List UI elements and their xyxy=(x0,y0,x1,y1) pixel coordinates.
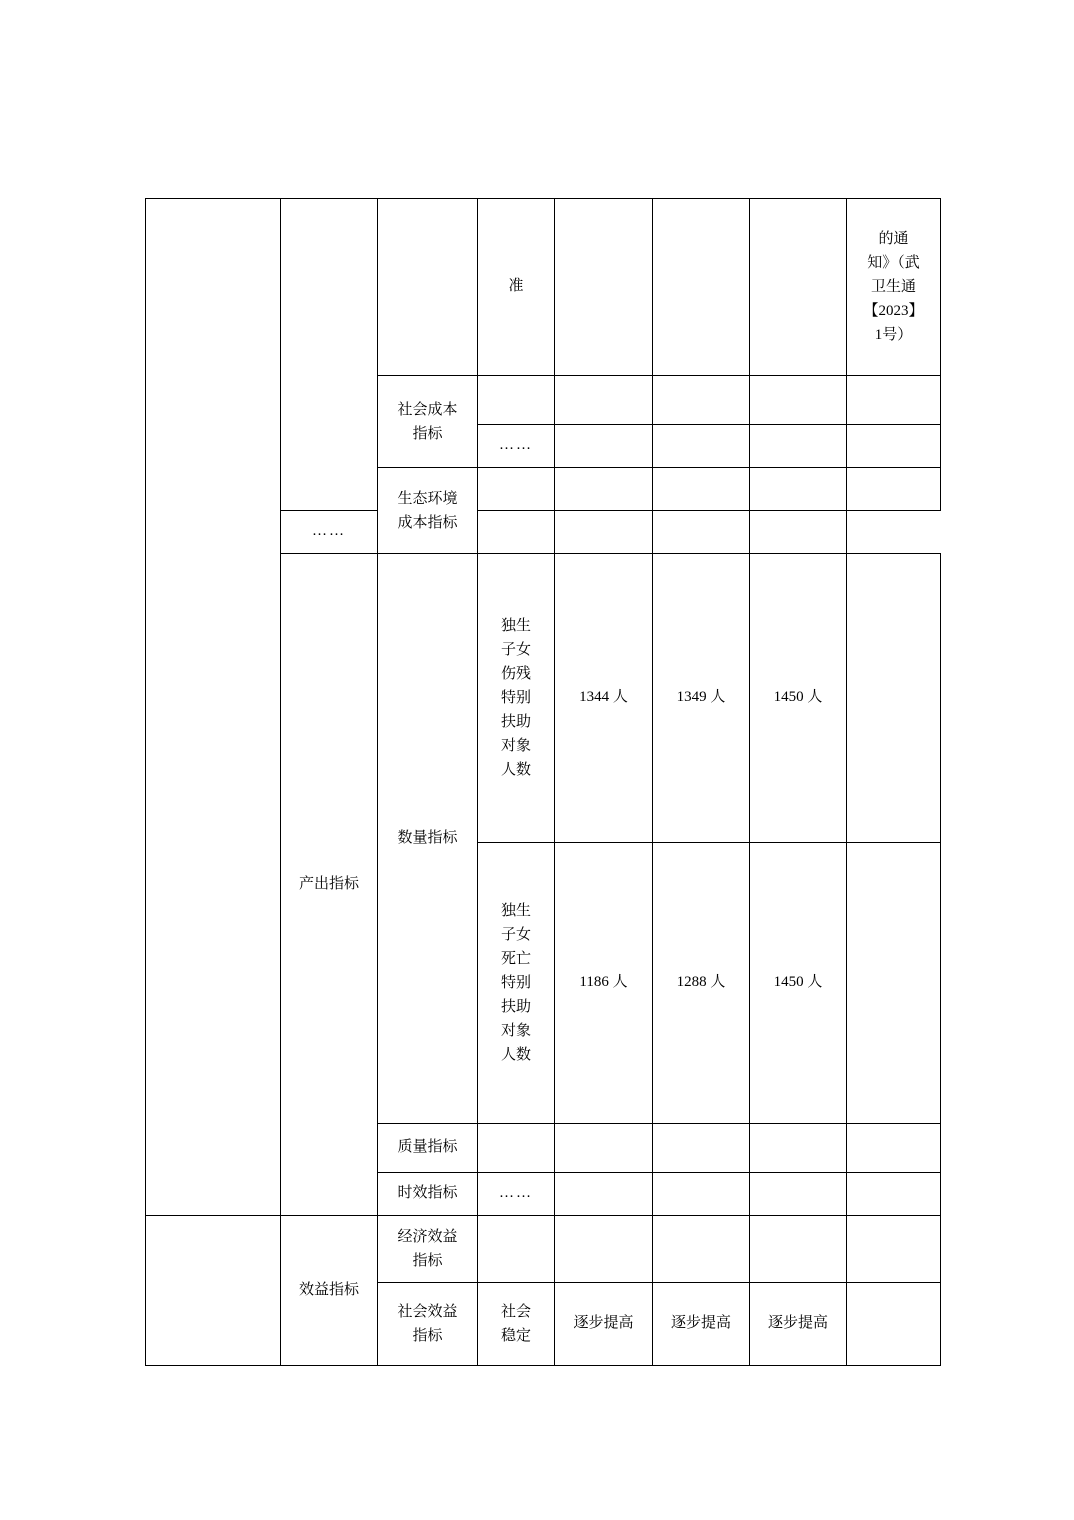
cell-value-blank-28 xyxy=(750,1173,847,1216)
cell-left-blank-2 xyxy=(146,1216,281,1366)
cell-disabled-only-child-item xyxy=(478,554,555,843)
notice-text-label: 的通知》（武卫生通【2023】1号） xyxy=(863,231,924,343)
cell-value-blank-27 xyxy=(653,1173,750,1216)
social-cost-label: 社会成本指标 xyxy=(397,401,458,442)
cell-social-cost-dots xyxy=(478,425,555,468)
cell-improve-1: 逐步提高 xyxy=(555,1283,653,1366)
social-stability-label: 社会稳定 xyxy=(500,1304,531,1344)
cell-value-blank-17 xyxy=(555,511,653,554)
cell-deceased-only-child-item xyxy=(478,843,555,1124)
economic-benefit-label: 经济效益指标 xyxy=(397,1229,458,1269)
cell-left-blank xyxy=(146,199,281,1216)
cell-value-blank-13 xyxy=(653,468,750,511)
cell-value-blank-4 xyxy=(555,376,653,425)
eco-env-cost-label: 生态环境成本指标 xyxy=(397,490,458,531)
cell-value-blank-19 xyxy=(750,511,847,554)
cell-value-blank-12 xyxy=(555,468,653,511)
deceased-only-child-label: 独生子女死亡特别扶助对象人数 xyxy=(500,903,531,1063)
cell-eco-env-cost-indicator xyxy=(378,468,478,554)
cell-value-blank-26 xyxy=(555,1173,653,1216)
cell-value-blank-15 xyxy=(847,468,941,511)
cell-value-blank-9 xyxy=(653,425,750,468)
cell-improve-2: 逐步提高 xyxy=(653,1283,750,1366)
cell-deceased-value-1: 1186 人 xyxy=(555,843,653,1124)
cell-disabled-value-2: 1349 人 xyxy=(653,554,750,843)
cell-value-blank-25 xyxy=(847,1124,941,1173)
social-benefit-label: 社会效益指标 xyxy=(397,1304,458,1344)
table-row xyxy=(146,1216,941,1283)
cell-value-blank-11 xyxy=(847,425,941,468)
cell-value-blank-20 xyxy=(847,554,941,843)
indicator-table-container xyxy=(145,198,940,1366)
performance-indicator-table xyxy=(145,198,941,1366)
cell-value-blank-24 xyxy=(750,1124,847,1173)
cell-standard-blank xyxy=(378,199,478,376)
cell-notice-text xyxy=(847,199,941,376)
cell-value-blank-6 xyxy=(750,376,847,425)
cell-value-blank-29 xyxy=(847,1173,941,1216)
cell-value-blank-33 xyxy=(847,1216,941,1283)
cell-economic-benefit-blank xyxy=(478,1216,555,1283)
cell-value-blank-14 xyxy=(750,468,847,511)
cell-value-blank-1 xyxy=(555,199,653,376)
dots-label: …… xyxy=(499,1185,533,1202)
dots-label: …… xyxy=(499,437,533,454)
cell-value-blank-31 xyxy=(653,1216,750,1283)
cell-value-blank-34 xyxy=(847,1283,941,1366)
cell-economic-benefit-indicator xyxy=(378,1216,478,1283)
timeliness-indicator-label: 时效指标 xyxy=(397,1185,458,1202)
cell-eco-env-dots xyxy=(281,511,378,554)
cell-value-blank-10 xyxy=(750,425,847,468)
cell-timeliness-indicator xyxy=(378,1173,478,1216)
cell-timeliness-dots xyxy=(478,1173,555,1216)
cell-value-blank-3 xyxy=(750,199,847,376)
dots-label: …… xyxy=(312,523,346,540)
cell-value-blank-7 xyxy=(847,376,941,425)
table-row xyxy=(146,199,941,376)
cell-eco-env-blank xyxy=(478,468,555,511)
cell-social-stability xyxy=(478,1283,555,1366)
cell-quality-blank xyxy=(478,1124,555,1173)
quantity-indicator-label: 数量指标 xyxy=(397,829,458,846)
cell-deceased-value-3: 1450 人 xyxy=(750,843,847,1124)
cell-value-blank-2 xyxy=(653,199,750,376)
cell-disabled-value-1: 1344 人 xyxy=(555,554,653,843)
cell-social-benefit-indicator xyxy=(378,1283,478,1366)
output-indicator-label: 产出指标 xyxy=(298,875,359,892)
cell-social-cost-indicator xyxy=(378,376,478,468)
cell-value-blank-30 xyxy=(555,1216,653,1283)
cell-output-indicator xyxy=(281,554,378,1216)
benefit-indicator-label: 效益指标 xyxy=(298,1281,359,1298)
cell-cost-category-blank xyxy=(281,199,378,511)
cell-value-blank-18 xyxy=(653,511,750,554)
cell-quality-indicator xyxy=(378,1124,478,1173)
cell-deceased-value-2: 1288 人 xyxy=(653,843,750,1124)
cell-disabled-value-3: 1450 人 xyxy=(750,554,847,843)
cell-value-blank-22 xyxy=(555,1124,653,1173)
cell-quantity-indicator xyxy=(378,554,478,1124)
disabled-only-child-label: 独生子女伤残特别扶助对象人数 xyxy=(500,618,531,778)
cell-value-blank-8 xyxy=(555,425,653,468)
cell-benefit-indicator xyxy=(281,1216,378,1366)
cell-value-blank-23 xyxy=(653,1124,750,1173)
cell-value-blank-5 xyxy=(653,376,750,425)
cell-improve-3: 逐步提高 xyxy=(750,1283,847,1366)
cell-social-cost-blank xyxy=(478,376,555,425)
cell-standard-fragment: 准 xyxy=(478,199,555,376)
cell-value-blank-21 xyxy=(847,843,941,1124)
quality-indicator-label: 质量指标 xyxy=(397,1139,458,1156)
cell-value-blank-16 xyxy=(478,511,555,554)
cell-value-blank-32 xyxy=(750,1216,847,1283)
